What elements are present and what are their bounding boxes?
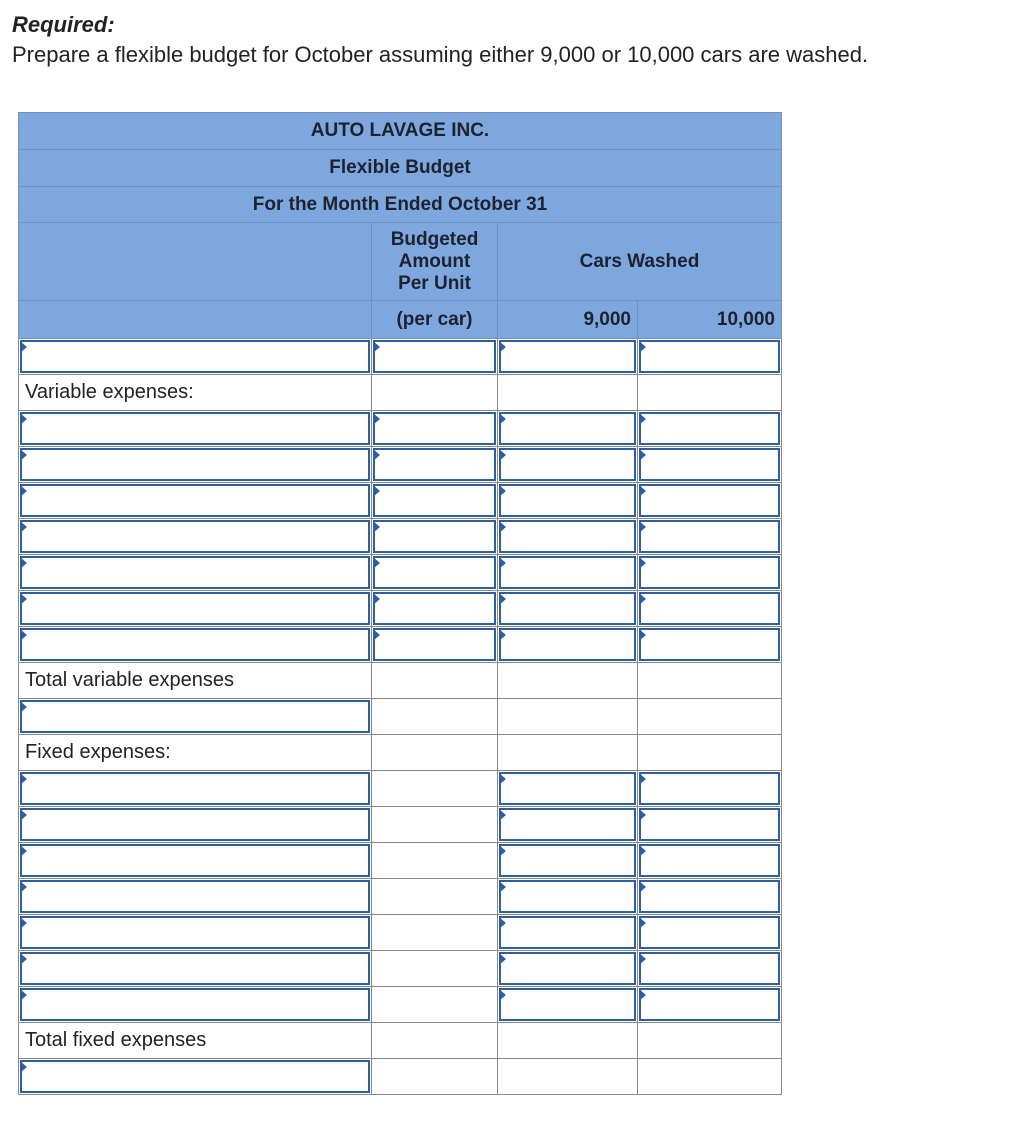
- line-item-label-cell: [19, 807, 372, 843]
- volume-9000-input[interactable]: [499, 880, 636, 913]
- volume-10000-empty-cell: [638, 1023, 782, 1059]
- net-row: [19, 1059, 782, 1095]
- label-row: [19, 1023, 782, 1059]
- volume-10000-cell: [638, 519, 782, 555]
- dropdown-marker-icon: [20, 953, 27, 965]
- line-item-label-input[interactable]: [20, 484, 370, 517]
- dropdown-marker-icon: [20, 1061, 27, 1073]
- volume-10000-input[interactable]: [639, 556, 780, 589]
- per-unit-cell: [372, 411, 498, 447]
- line-item-label-input[interactable]: [20, 844, 370, 877]
- per-unit-cell: [372, 447, 498, 483]
- volume-9000-empty-cell: [498, 1023, 638, 1059]
- volume-9000-input[interactable]: [499, 844, 636, 877]
- line-item-label-cell: [19, 843, 372, 879]
- volume-9000-input[interactable]: [499, 592, 636, 625]
- volume-10000-cell: [638, 771, 782, 807]
- per-unit-empty-cell: [372, 771, 498, 807]
- dropdown-marker-icon: [639, 521, 646, 533]
- per-unit-empty-cell: [372, 987, 498, 1023]
- dropdown-marker-icon: [639, 413, 646, 425]
- volume-9000-cell: [498, 447, 638, 483]
- per-unit-empty-cell: [372, 699, 498, 735]
- volume-9000-empty-cell: [498, 663, 638, 699]
- line-item-label-cell: [19, 483, 372, 519]
- required-heading: Required:: [12, 12, 115, 37]
- dropdown-marker-icon: [639, 809, 646, 821]
- budgeted-header-line-2: Amount: [398, 250, 471, 272]
- line-item-label-input[interactable]: [20, 880, 370, 913]
- dropdown-marker-icon: [639, 773, 646, 785]
- dropdown-marker-icon: [20, 809, 27, 821]
- dropdown-marker-icon: [373, 413, 380, 425]
- per-unit-input[interactable]: [373, 412, 496, 445]
- fixed-expense-row: [19, 951, 782, 987]
- volume-9000-input[interactable]: [499, 916, 636, 949]
- line-item-label-input[interactable]: [20, 520, 370, 553]
- volume-10000-cell: [638, 591, 782, 627]
- line-item-label-cell: [19, 447, 372, 483]
- per-unit-input[interactable]: [373, 556, 496, 589]
- volume-9000-input[interactable]: [499, 484, 636, 517]
- volume-9000-cell: [498, 915, 638, 951]
- volume-10000-empty-cell: [638, 699, 782, 735]
- dropdown-marker-icon: [639, 485, 646, 497]
- fixed-expense-row: [19, 987, 782, 1023]
- volume-10000-input[interactable]: [639, 448, 780, 481]
- line-item-label-cell: [19, 591, 372, 627]
- dropdown-marker-icon: [20, 917, 27, 929]
- line-item-label-input[interactable]: [20, 628, 370, 661]
- volume-10000-cell: [638, 915, 782, 951]
- per-unit-cell: [372, 339, 498, 375]
- line-item-label-input[interactable]: [20, 988, 370, 1021]
- dropdown-marker-icon: [499, 809, 506, 821]
- dropdown-marker-icon: [639, 881, 646, 893]
- volume-9000-cell: [498, 591, 638, 627]
- line-item-label-input[interactable]: [20, 700, 370, 733]
- per-unit-empty-cell: [372, 915, 498, 951]
- dropdown-marker-icon: [499, 449, 506, 461]
- volume-9000-cell: [498, 987, 638, 1023]
- dropdown-marker-icon: [639, 629, 646, 641]
- dropdown-marker-icon: [373, 485, 380, 497]
- company-name: AUTO LAVAGE INC.: [19, 113, 782, 150]
- volume-9000-cell: [498, 627, 638, 663]
- per-unit-cell: [372, 483, 498, 519]
- per-unit-input[interactable]: [373, 520, 496, 553]
- line-item-label-input[interactable]: [20, 952, 370, 985]
- volume-9000-empty-cell: [498, 1059, 638, 1095]
- per-unit-input[interactable]: [373, 448, 496, 481]
- dropdown-marker-icon: [499, 557, 506, 569]
- volume-10000-input[interactable]: [639, 988, 780, 1021]
- dropdown-marker-icon: [20, 881, 27, 893]
- dropdown-marker-icon: [20, 593, 27, 605]
- dropdown-marker-icon: [20, 341, 27, 353]
- per-unit-empty-cell: [372, 375, 498, 411]
- label-row: [19, 735, 782, 771]
- volume-10000-cell: [638, 447, 782, 483]
- flexible-budget-table: [18, 112, 782, 1095]
- per-unit-cell: [372, 519, 498, 555]
- dropdown-marker-icon: [639, 989, 646, 1001]
- header-blank-cell-2: [19, 301, 372, 339]
- dropdown-marker-icon: [639, 917, 646, 929]
- revenue-row: [19, 339, 782, 375]
- fixed-expense-row: [19, 879, 782, 915]
- volume-10000-empty-cell: [638, 375, 782, 411]
- volume-10000-input[interactable]: [639, 772, 780, 805]
- volume-9000-input[interactable]: [499, 340, 636, 373]
- budget-title: Flexible Budget: [19, 150, 782, 187]
- volume-9000-cell: [498, 879, 638, 915]
- instruction-text: Prepare a flexible budget for October assuming either 9,000 or 10,000 cars are washed.: [12, 42, 869, 67]
- volume-10000-cell: [638, 879, 782, 915]
- volume-10000-input[interactable]: [639, 484, 780, 517]
- volume-10000-header: 10,000: [638, 301, 782, 339]
- per-unit-input[interactable]: [373, 484, 496, 517]
- line-item-label-cell: [19, 951, 372, 987]
- per-car-header: (per car): [372, 301, 498, 339]
- budgeted-header-line-3: Per Unit: [398, 272, 471, 294]
- volume-10000-input[interactable]: [639, 952, 780, 985]
- dropdown-marker-icon: [499, 341, 506, 353]
- variable-expense-row: [19, 447, 782, 483]
- dropdown-marker-icon: [499, 485, 506, 497]
- dropdown-marker-icon: [373, 341, 380, 353]
- variable-expense-row: [19, 519, 782, 555]
- dropdown-marker-icon: [639, 449, 646, 461]
- per-unit-empty-cell: [372, 807, 498, 843]
- volume-10000-cell: [638, 843, 782, 879]
- dropdown-marker-icon: [20, 773, 27, 785]
- dropdown-marker-icon: [20, 449, 27, 461]
- volume-10000-input[interactable]: [639, 808, 780, 841]
- dropdown-marker-icon: [373, 449, 380, 461]
- per-unit-cell: [372, 555, 498, 591]
- line-item-label-cell: [19, 879, 372, 915]
- per-unit-empty-cell: [372, 735, 498, 771]
- line-item-label-input[interactable]: [20, 772, 370, 805]
- line-item-label-input[interactable]: [20, 556, 370, 589]
- volume-10000-empty-cell: [638, 1059, 782, 1095]
- fixed-expense-row: [19, 807, 782, 843]
- volume-9000-header: 9,000: [498, 301, 638, 339]
- volume-9000-cell: [498, 807, 638, 843]
- fixed-expense-row: [19, 843, 782, 879]
- variable-expense-row: [19, 591, 782, 627]
- dropdown-marker-icon: [20, 557, 27, 569]
- volume-10000-input[interactable]: [639, 880, 780, 913]
- per-unit-input[interactable]: [373, 592, 496, 625]
- dropdown-marker-icon: [499, 773, 506, 785]
- line-item-label-cell: [19, 519, 372, 555]
- line-item-label-cell: [19, 555, 372, 591]
- dropdown-marker-icon: [499, 953, 506, 965]
- dropdown-marker-icon: [373, 629, 380, 641]
- cars-washed-header: Cars Washed: [498, 223, 782, 301]
- volume-9000-input[interactable]: [499, 952, 636, 985]
- line-item-label-cell: [19, 339, 372, 375]
- per-unit-cell: [372, 627, 498, 663]
- dropdown-marker-icon: [639, 845, 646, 857]
- dropdown-marker-icon: [499, 881, 506, 893]
- volume-9000-input[interactable]: [499, 412, 636, 445]
- volume-9000-cell: [498, 519, 638, 555]
- dropdown-marker-icon: [499, 593, 506, 605]
- dropdown-marker-icon: [20, 989, 27, 1001]
- volume-10000-empty-cell: [638, 663, 782, 699]
- dropdown-marker-icon: [499, 917, 506, 929]
- volume-10000-cell: [638, 483, 782, 519]
- volume-10000-input[interactable]: [639, 592, 780, 625]
- variable-expense-row: [19, 627, 782, 663]
- total-variable-expenses-label: Total variable expenses: [19, 663, 372, 699]
- dropdown-marker-icon: [639, 593, 646, 605]
- volume-9000-cell: [498, 771, 638, 807]
- per-unit-input[interactable]: [373, 340, 496, 373]
- volume-9000-input[interactable]: [499, 556, 636, 589]
- per-unit-empty-cell: [372, 1023, 498, 1059]
- line-item-label-cell: [19, 1059, 372, 1095]
- line-item-label-cell: [19, 771, 372, 807]
- line-item-label-cell: [19, 987, 372, 1023]
- volume-9000-empty-cell: [498, 735, 638, 771]
- dropdown-marker-icon: [499, 629, 506, 641]
- dropdown-marker-icon: [639, 557, 646, 569]
- per-unit-empty-cell: [372, 951, 498, 987]
- line-item-label-cell: [19, 627, 372, 663]
- dropdown-marker-icon: [20, 413, 27, 425]
- dropdown-marker-icon: [499, 845, 506, 857]
- volume-9000-cell: [498, 951, 638, 987]
- volume-10000-input[interactable]: [639, 628, 780, 661]
- per-unit-cell: [372, 591, 498, 627]
- per-unit-empty-cell: [372, 843, 498, 879]
- dropdown-marker-icon: [20, 701, 27, 713]
- volume-10000-cell: [638, 951, 782, 987]
- budget-period: For the Month Ended October 31: [19, 187, 782, 223]
- dropdown-marker-icon: [20, 485, 27, 497]
- line-item-label-cell: [19, 699, 372, 735]
- budgeted-header-line-1: Budgeted: [390, 228, 479, 250]
- variable-expense-row: [19, 555, 782, 591]
- volume-9000-input[interactable]: [499, 520, 636, 553]
- fixed-expenses-label: Fixed expenses:: [19, 735, 372, 771]
- volume-10000-input[interactable]: [639, 916, 780, 949]
- volume-10000-input[interactable]: [639, 340, 780, 373]
- dropdown-marker-icon: [639, 953, 646, 965]
- line-item-label-input[interactable]: [20, 808, 370, 841]
- per-unit-empty-cell: [372, 1059, 498, 1095]
- header-blank-cell: [19, 223, 372, 301]
- per-unit-empty-cell: [372, 663, 498, 699]
- dropdown-marker-icon: [20, 845, 27, 857]
- volume-9000-cell: [498, 411, 638, 447]
- volume-10000-cell: [638, 411, 782, 447]
- per-unit-empty-cell: [372, 879, 498, 915]
- dropdown-marker-icon: [373, 521, 380, 533]
- line-item-label-input[interactable]: [20, 1060, 370, 1093]
- volume-10000-cell: [638, 339, 782, 375]
- dropdown-marker-icon: [499, 413, 506, 425]
- volume-10000-input[interactable]: [639, 412, 780, 445]
- dropdown-marker-icon: [20, 629, 27, 641]
- dropdown-marker-icon: [639, 341, 646, 353]
- budgeted-amount-header: [372, 223, 498, 301]
- volume-9000-input[interactable]: [499, 808, 636, 841]
- line-item-label-cell: [19, 411, 372, 447]
- total-fixed-expenses-label: Total fixed expenses: [19, 1023, 372, 1059]
- dropdown-marker-icon: [373, 593, 380, 605]
- dropdown-marker-icon: [20, 521, 27, 533]
- line-item-label-input[interactable]: [20, 412, 370, 445]
- volume-10000-empty-cell: [638, 735, 782, 771]
- volume-9000-input[interactable]: [499, 772, 636, 805]
- volume-10000-cell: [638, 807, 782, 843]
- line-item-label-input[interactable]: [20, 448, 370, 481]
- volume-9000-cell: [498, 339, 638, 375]
- volume-9000-cell: [498, 555, 638, 591]
- volume-9000-input[interactable]: [499, 628, 636, 661]
- line-item-label-input[interactable]: [20, 916, 370, 949]
- label-row: [19, 663, 782, 699]
- volume-10000-cell: [638, 987, 782, 1023]
- volume-9000-input[interactable]: [499, 448, 636, 481]
- dropdown-marker-icon: [499, 989, 506, 1001]
- variable-expense-row: [19, 411, 782, 447]
- volume-10000-cell: [638, 627, 782, 663]
- dropdown-marker-icon: [373, 557, 380, 569]
- label-row: [19, 375, 782, 411]
- fixed-expense-row: [19, 771, 782, 807]
- dropdown-marker-icon: [499, 521, 506, 533]
- volume-9000-empty-cell: [498, 375, 638, 411]
- fixed-expense-row: [19, 915, 782, 951]
- volume-9000-input[interactable]: [499, 988, 636, 1021]
- volume-10000-cell: [638, 555, 782, 591]
- variable-expenses-label: Variable expenses:: [19, 375, 372, 411]
- line-item-label-cell: [19, 915, 372, 951]
- subtotal-row: [19, 699, 782, 735]
- volume-9000-cell: [498, 483, 638, 519]
- volume-9000-cell: [498, 843, 638, 879]
- per-unit-input[interactable]: [373, 628, 496, 661]
- volume-10000-input[interactable]: [639, 520, 780, 553]
- line-item-label-input[interactable]: [20, 340, 370, 373]
- volume-10000-input[interactable]: [639, 844, 780, 877]
- variable-expense-row: [19, 483, 782, 519]
- line-item-label-input[interactable]: [20, 592, 370, 625]
- volume-9000-empty-cell: [498, 699, 638, 735]
